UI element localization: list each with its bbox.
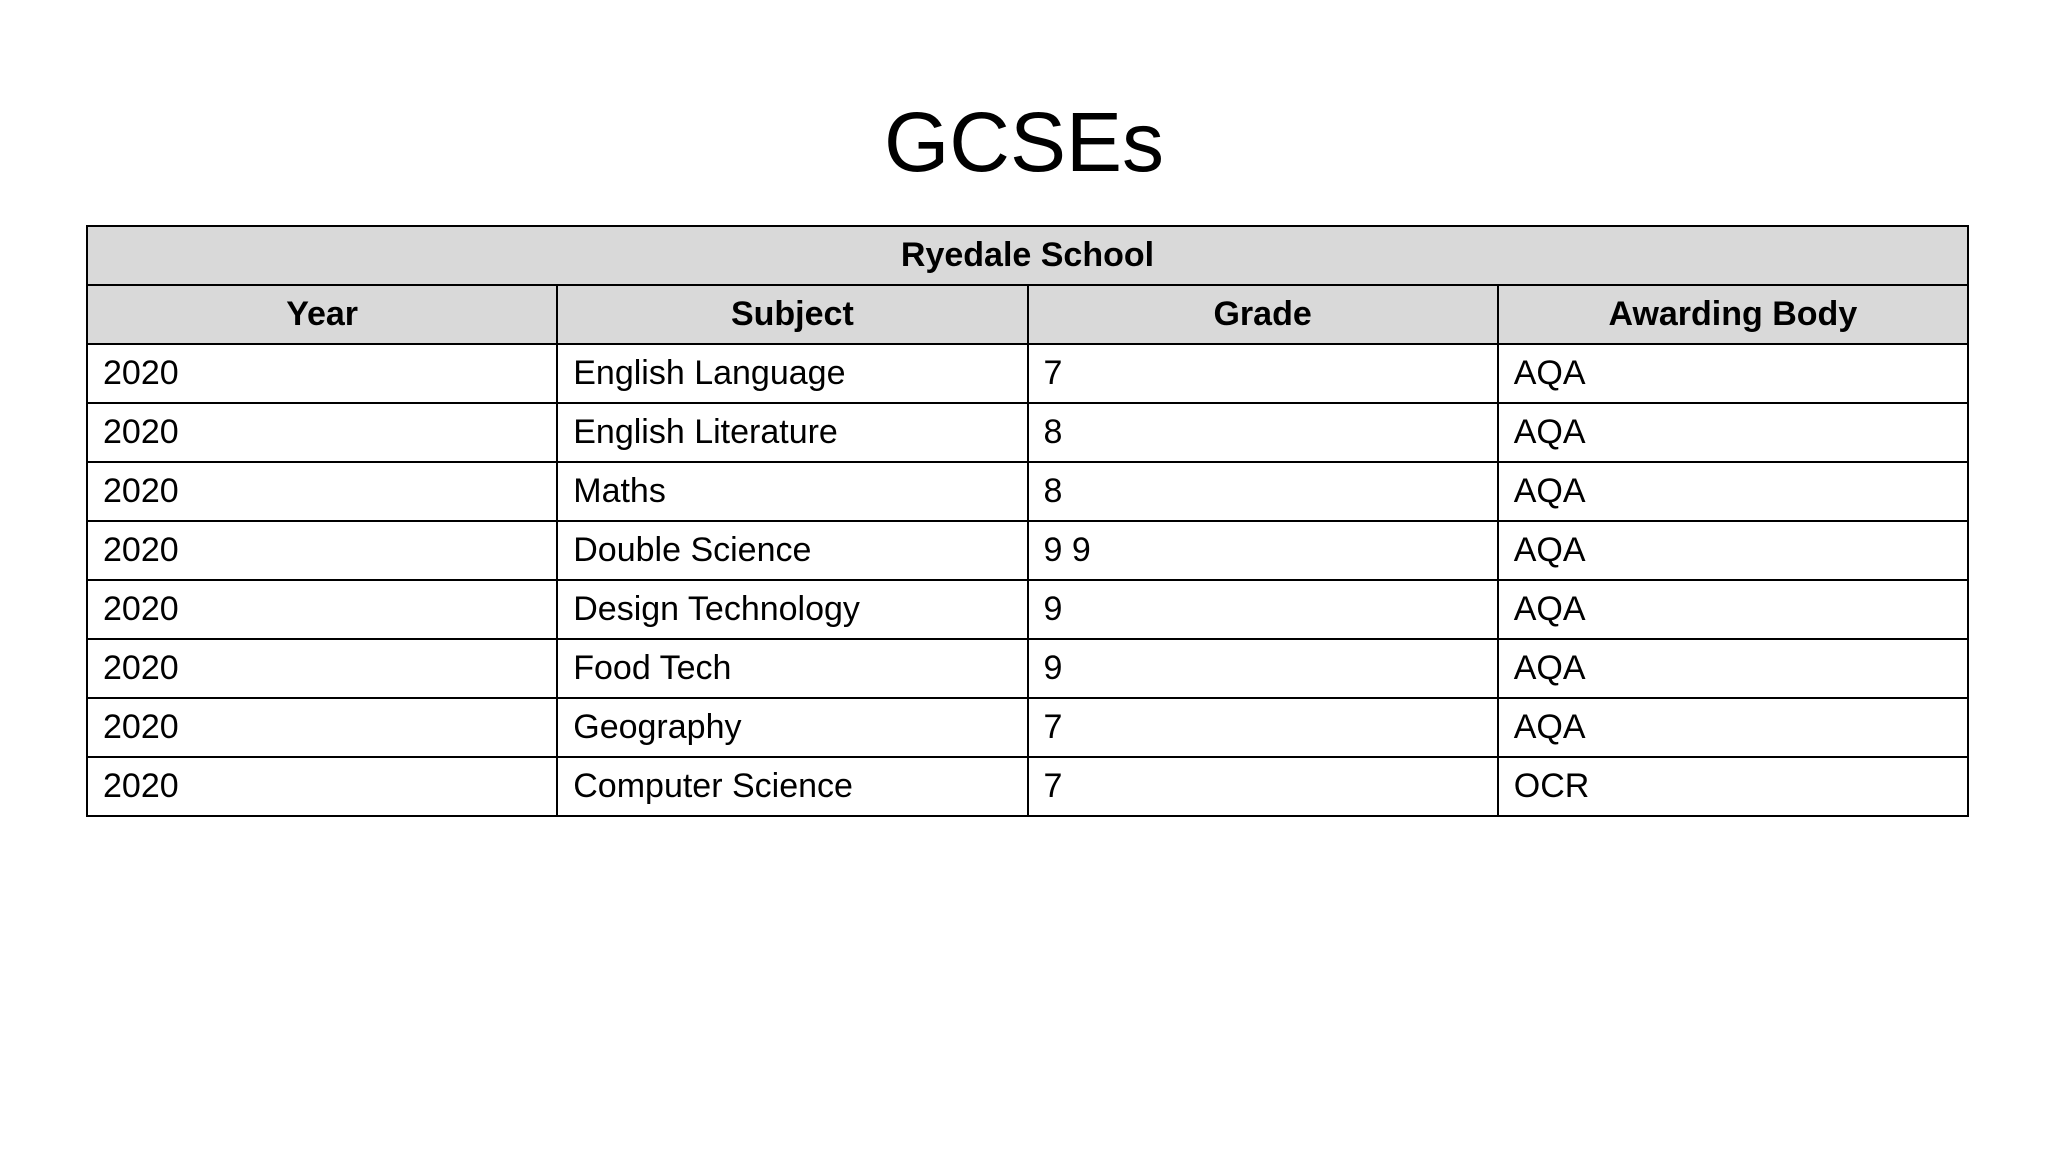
table-row xyxy=(87,344,1968,403)
subject-cell: Food Tech xyxy=(557,639,1027,698)
awarding-body-cell: OCR xyxy=(1498,757,1968,816)
table-row xyxy=(87,639,1968,698)
awarding-body-cell: AQA xyxy=(1498,580,1968,639)
table-row xyxy=(87,698,1968,757)
year-cell: 2020 xyxy=(87,403,557,462)
slide-title: GCSEs xyxy=(883,95,1165,189)
subject-cell: Design Technology xyxy=(557,580,1027,639)
table-title-row xyxy=(87,226,1968,285)
year-cell: 2020 xyxy=(87,580,557,639)
column-header-row xyxy=(87,285,1968,344)
year-cell: 2020 xyxy=(87,757,557,816)
awarding-body-cell: AQA xyxy=(1498,698,1968,757)
column-header-subject: Subject xyxy=(557,285,1027,344)
subject-cell: English Literature xyxy=(557,403,1027,462)
year-cell: 2020 xyxy=(87,639,557,698)
subject-cell: Geography xyxy=(557,698,1027,757)
year-cell: 2020 xyxy=(87,521,557,580)
grade-cell: 9 xyxy=(1028,580,1498,639)
year-cell: 2020 xyxy=(87,344,557,403)
awarding-body-cell: AQA xyxy=(1498,639,1968,698)
column-header-grade: Grade xyxy=(1028,285,1498,344)
subject-cell: Maths xyxy=(557,462,1027,521)
table-row xyxy=(87,462,1968,521)
grade-cell: 8 xyxy=(1028,403,1498,462)
year-cell: 2020 xyxy=(87,462,557,521)
school-name-header: Ryedale School xyxy=(87,226,1968,285)
awarding-body-cell: AQA xyxy=(1498,521,1968,580)
grade-cell: 7 xyxy=(1028,698,1498,757)
awarding-body-cell: AQA xyxy=(1498,344,1968,403)
year-cell: 2020 xyxy=(87,698,557,757)
table-row xyxy=(87,757,1968,816)
subject-cell: Computer Science xyxy=(557,757,1027,816)
awarding-body-cell: AQA xyxy=(1498,403,1968,462)
subject-cell: English Language xyxy=(557,344,1027,403)
gcse-results-table xyxy=(86,225,1969,817)
grade-cell: 7 xyxy=(1028,757,1498,816)
awarding-body-cell: AQA xyxy=(1498,462,1968,521)
grade-cell: 8 xyxy=(1028,462,1498,521)
grade-cell: 9 9 xyxy=(1028,521,1498,580)
table-row xyxy=(87,580,1968,639)
subject-cell: Double Science xyxy=(557,521,1027,580)
column-header-awarding-body: Awarding Body xyxy=(1498,285,1968,344)
grade-cell: 9 xyxy=(1028,639,1498,698)
grade-cell: 7 xyxy=(1028,344,1498,403)
table-row xyxy=(87,521,1968,580)
column-header-year: Year xyxy=(87,285,557,344)
table-row xyxy=(87,403,1968,462)
